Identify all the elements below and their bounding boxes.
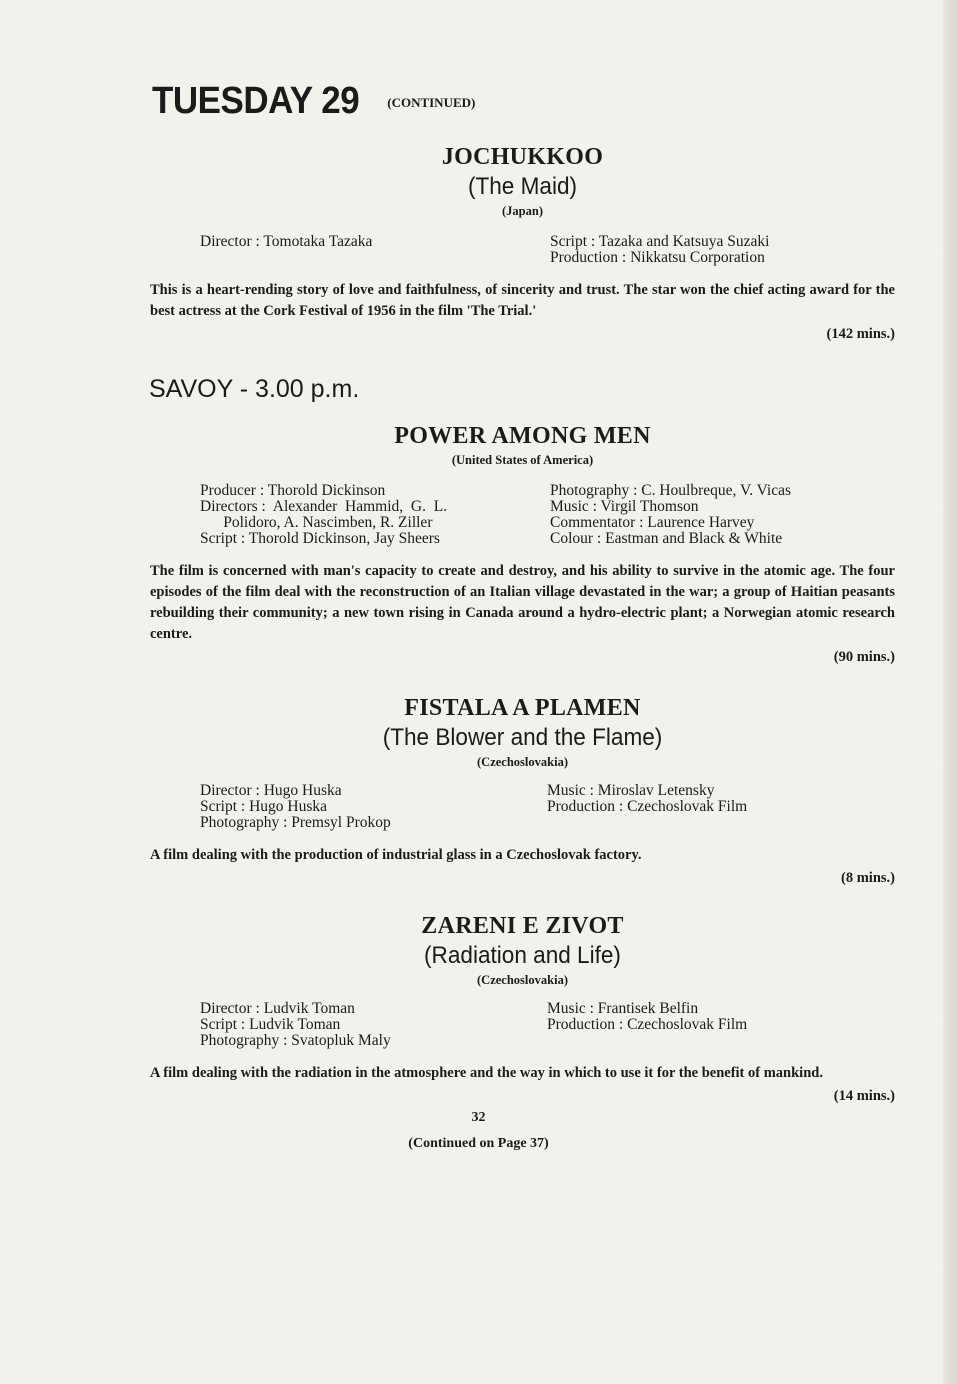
credit-line: Colour : Eastman and Black & White	[550, 530, 783, 547]
continued-note: (Continued on Page 37)	[408, 1136, 549, 1151]
film-description: A film dealing with the production of industrial glass in a Czechoslovak factory.	[150, 847, 642, 863]
film-country: (Czechoslovakia)	[477, 755, 568, 769]
credit-line: Director : Hugo Huska	[200, 782, 342, 799]
credit-line: Photography : C. Houlbreque, V. Vicas	[550, 482, 792, 499]
film-runtime: (8 mins.)	[841, 870, 895, 886]
credit-line: Script : Hugo Huska	[200, 798, 328, 815]
credit-line: Script : Tazaka and Katsuya Suzaki	[550, 233, 770, 250]
credits-right	[550, 234, 769, 266]
film-description: This is a heart-rending story of love and faithfulness, of sincerity and trust. The star won the chief acting award for the best actress at the Cork Festival of 1956 in the film 'The Trial.'	[150, 282, 895, 319]
film-country: (Czechoslovakia)	[477, 973, 568, 987]
film-subtitle: (The Blower and the Flame)	[382, 724, 663, 751]
film-country: (United States of America)	[451, 453, 594, 467]
film-entry-jochukkoo	[150, 142, 895, 344]
credit-line: Photography : Premsyl Prokop	[200, 814, 391, 831]
page-number: 32	[471, 1110, 486, 1125]
credit-line: Script : Ludvik Toman	[200, 1016, 341, 1033]
credit-line: Music : Frantisek Belfin	[547, 1000, 699, 1017]
credits-left	[150, 234, 550, 266]
page-header	[152, 80, 475, 123]
credit-line: Director : Tomotaka Tazaka	[200, 233, 373, 250]
film-subtitle: (Radiation and Life)	[424, 942, 621, 969]
film-credits	[150, 1001, 895, 1049]
credits-left	[150, 1001, 547, 1049]
film-title: FISTALA A PLAMEN	[404, 695, 641, 721]
film-title: ZARENI E ZIVOT	[421, 913, 624, 939]
film-entry-power-among-men	[150, 421, 895, 667]
film-entry-fistala-a-plamen	[150, 693, 895, 888]
film-credits	[150, 783, 895, 831]
credits-left	[150, 783, 547, 831]
film-runtime: (142 mins.)	[826, 326, 895, 342]
credit-line: Production : Czechoslovak Film	[547, 1016, 748, 1033]
film-subtitle: (The Maid)	[467, 173, 578, 200]
film-runtime: (90 mins.)	[833, 649, 895, 665]
credit-line: Music : Miroslav Letensky	[547, 782, 715, 799]
credits-right	[547, 783, 747, 831]
credit-line: Script : Thorold Dickinson, Jay Sheers	[200, 530, 440, 547]
credit-line: Photography : Svatopluk Maly	[200, 1032, 391, 1049]
film-title: POWER AMONG MEN	[394, 423, 651, 449]
film-credits	[150, 234, 895, 266]
credit-line: Director : Ludvik Toman	[200, 1000, 355, 1017]
day-title: TUESDAY 29	[152, 80, 360, 122]
credits-left	[150, 483, 550, 547]
credit-line: Commentator : Laurence Harvey	[550, 514, 755, 531]
film-description: The film is concerned with man's capacity to create and destroy, and his ability to survive in the atomic age. The four episodes of the film deal with the reconstruction of an Italian village devastated in the war; a group of Haitian peasants rebuilding their community; a new town rising in Canada around a hydro-electric plant; a Norwegian atomic research centre.	[150, 563, 895, 642]
film-credits	[150, 483, 895, 547]
credit-line: Producer : Thorold Dickinson	[200, 482, 386, 499]
continued-label: (CONTINUED)	[387, 95, 476, 110]
film-country: (Japan)	[502, 204, 543, 218]
film-description: A film dealing with the radiation in the atmosphere and the way in which to use it for the benefit of mankind.	[150, 1065, 823, 1081]
credit-line: Production : Czechoslovak Film	[547, 798, 748, 815]
credit-line: Directors : Alexander Hammid, G. L.	[200, 498, 448, 515]
film-runtime: (14 mins.)	[833, 1088, 895, 1104]
credits-right	[547, 1001, 747, 1049]
credits-right	[550, 483, 791, 547]
page-edge	[943, 0, 957, 1384]
credit-line: Production : Nikkatsu Corporation	[550, 249, 765, 266]
credit-line: Music : Virgil Thomson	[550, 498, 699, 515]
film-title: JOCHUKKOO	[441, 144, 604, 170]
venue-time-heading: SAVOY - 3.00 p.m.	[149, 375, 360, 403]
credit-line: Polidoro, A. Nascimben, R. Ziller	[200, 514, 433, 531]
film-entry-zareni-e-zivot	[150, 911, 895, 1106]
